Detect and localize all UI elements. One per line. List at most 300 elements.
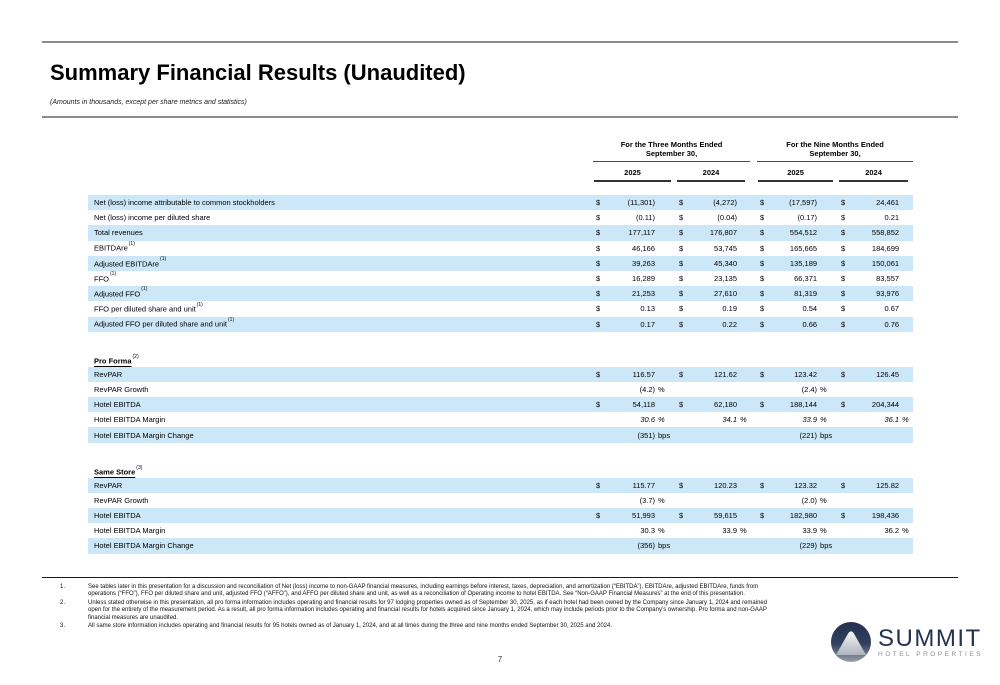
unit-suffix [899, 367, 913, 382]
footnote-text: Unless stated otherwise in this presentation, all pro forma information includes operating and financial results for 97 lodging properties owned as of September 30, 2025, as if each hotel had been owned by the Company since January 1, 2024 and remained open for the entirety of the measurement period. As a result, all pro forma information includes operating and financial results for hotels acquired since January 1, 2024, which may include periods prior to the Company’s ownership. Pro forma and non-GAAP financial measures are unaudited. [88, 599, 768, 621]
group-gap [750, 241, 757, 256]
unit-suffix [899, 225, 913, 240]
row-label: Hotel EBITDA [88, 397, 593, 412]
unit-suffix [737, 271, 750, 286]
unit-suffix: % [658, 415, 665, 425]
value-cell: 188,144 [772, 397, 817, 412]
unit-suffix: % [658, 384, 665, 394]
dollar-sign [676, 382, 693, 397]
footnote-number: 3. [60, 623, 66, 630]
dollar-sign: $ [757, 256, 772, 271]
unit-suffix [817, 256, 838, 271]
value-cell [693, 493, 737, 508]
spacer [88, 332, 913, 353]
group-gap [750, 478, 757, 493]
dollar-sign: $ [593, 195, 608, 210]
unit-suffix [817, 195, 838, 210]
value-cell: (0.04) [717, 213, 737, 223]
unit-suffix [737, 508, 750, 523]
logo-tagline: HOTEL PROPERTIES [878, 650, 984, 658]
row-label: Total revenues [88, 225, 593, 240]
dollar-sign [757, 382, 772, 397]
unit-suffix [737, 317, 750, 332]
dollar-sign: $ [676, 367, 693, 382]
unit-suffix: % [820, 495, 827, 505]
row-label: Adjusted EBITDAre$^{(1)}$ [88, 256, 593, 271]
unit-suffix: % [740, 526, 747, 536]
unit-suffix: % [658, 495, 665, 505]
value-cell: 51,993 [608, 508, 655, 523]
group-gap [750, 412, 757, 427]
value-cell: 123.42 [772, 367, 817, 382]
unit-suffix [655, 195, 676, 210]
footnote [60, 584, 782, 599]
value-cell: 125.82 [855, 478, 899, 493]
dollar-sign [838, 427, 855, 442]
unit-suffix [737, 367, 750, 382]
dollar-sign: $ [676, 195, 693, 210]
dollar-sign: $ [679, 243, 684, 253]
dollar-sign: $ [593, 225, 608, 240]
value-cell: 62,180 [693, 397, 737, 412]
row-label: RevPAR Growth [94, 384, 149, 394]
logo-name: SUMMIT [878, 624, 982, 652]
year-header: 2025 [593, 162, 676, 183]
dollar-sign: $ [838, 508, 855, 523]
section-heading-fill [593, 464, 913, 478]
dollar-sign [757, 412, 772, 427]
value-cell: 93,976 [855, 286, 899, 301]
value-cell [693, 427, 737, 442]
value-cell: 33.9 [802, 526, 818, 536]
unit-suffix: % [820, 384, 827, 394]
group-gap [750, 210, 757, 225]
unit-suffix [817, 286, 838, 301]
unit-suffix: % [820, 526, 827, 536]
dollar-sign [593, 523, 608, 538]
value-cell: 36.2 [884, 526, 900, 536]
unit-suffix: % [902, 526, 909, 536]
unit-suffix [737, 195, 750, 210]
unit-suffix [655, 367, 676, 382]
value-cell: 39,263 [608, 256, 655, 271]
dollar-sign [676, 412, 693, 427]
value-cell: (2.0) [801, 495, 818, 505]
unit-suffix: bps [655, 427, 676, 442]
unit-suffix [737, 427, 750, 442]
value-cell: (229) [772, 538, 817, 553]
value-cell: 115.77 [608, 478, 655, 493]
dollar-sign: $ [757, 478, 772, 493]
dollar-sign [838, 523, 855, 538]
top-rule [42, 41, 958, 43]
dollar-sign: $ [838, 286, 855, 301]
footnote [60, 600, 782, 622]
page-number: 7 [497, 655, 503, 664]
row-label: RevPAR [88, 367, 593, 382]
dollar-sign: $ [593, 478, 608, 493]
footnote [60, 623, 782, 630]
footnote-number: 1. [60, 584, 66, 590]
section-heading: Pro Forma$^{(2)}$ [94, 353, 139, 366]
group-gap [750, 523, 757, 538]
dollar-sign [757, 538, 772, 553]
value-cell: (356) [608, 538, 655, 553]
row-label: RevPAR [88, 478, 593, 493]
dollar-sign: $ [757, 317, 772, 332]
value-cell [855, 427, 899, 442]
value-cell: 24,461 [855, 195, 899, 210]
value-cell: (4.2) [639, 384, 655, 394]
value-cell: 36.1 [884, 415, 900, 425]
unit-suffix [655, 478, 676, 493]
dollar-sign: $ [757, 195, 772, 210]
dollar-sign: $ [596, 213, 601, 223]
unit-suffix: bps [817, 538, 838, 553]
row-label: RevPAR Growth [94, 495, 149, 505]
value-cell: 558,852 [855, 225, 899, 240]
unit-suffix [899, 478, 913, 493]
section-heading-fill [593, 353, 913, 367]
dollar-sign: $ [593, 367, 608, 382]
unit-suffix [655, 286, 676, 301]
value-cell: 198,436 [855, 508, 899, 523]
dollar-sign: $ [841, 243, 846, 253]
value-cell: 59,615 [693, 508, 737, 523]
unit-suffix [655, 225, 676, 240]
unit-suffix [817, 225, 838, 240]
dollar-sign: $ [838, 397, 855, 412]
dollar-sign [838, 493, 855, 508]
dollar-sign [593, 493, 608, 508]
dollar-sign: $ [760, 304, 765, 314]
dollar-sign [757, 523, 772, 538]
value-cell: 83,557 [876, 274, 900, 284]
unit-suffix [655, 508, 676, 523]
unit-suffix [655, 301, 676, 316]
spacer [88, 443, 913, 464]
header-blank [88, 162, 593, 183]
year-header: 2025 [757, 162, 838, 183]
row-label: FFO$^{(1)}$ [94, 271, 117, 284]
value-cell: 27,610 [693, 286, 737, 301]
value-cell: 34.1 [722, 415, 737, 425]
value-cell: 135,189 [772, 256, 817, 271]
value-cell: 45,340 [693, 256, 737, 271]
unit-suffix [817, 478, 838, 493]
unit-suffix [655, 241, 676, 256]
value-cell: 204,344 [855, 397, 899, 412]
financial-table [88, 132, 913, 554]
value-cell: 123.32 [772, 478, 817, 493]
unit-suffix [899, 427, 913, 442]
dollar-sign: $ [676, 225, 693, 240]
dollar-sign: $ [593, 286, 608, 301]
value-cell: 116.57 [608, 367, 655, 382]
dollar-sign: $ [757, 508, 772, 523]
unit-suffix [737, 397, 750, 412]
value-cell: 30.3 [640, 526, 655, 536]
unit-suffix [655, 210, 676, 225]
value-cell [693, 538, 737, 553]
dollar-sign: $ [757, 397, 772, 412]
dollar-sign: $ [593, 256, 608, 271]
group-gap [750, 317, 757, 332]
unit-suffix [817, 397, 838, 412]
row-label: FFO per diluted share and unit$^{(1)}$ [94, 301, 203, 314]
value-cell: 0.13 [640, 304, 655, 314]
spacer [88, 182, 913, 195]
unit-suffix: % [820, 415, 827, 425]
value-cell: 23,135 [714, 274, 737, 284]
dollar-sign: $ [676, 256, 693, 271]
value-cell: 0.67 [884, 304, 900, 314]
dollar-sign: $ [841, 274, 846, 284]
dollar-sign: $ [760, 243, 765, 253]
value-cell: (11,301) [608, 195, 655, 210]
logo-text [878, 624, 984, 658]
value-cell: (4,272) [693, 195, 737, 210]
value-cell: 0.54 [802, 304, 818, 314]
dollar-sign: $ [838, 225, 855, 240]
row-label: EBITDAre$^{(1)}$ [94, 240, 135, 253]
footnote-text: All same store information includes operating and financial results for 95 hotels owned as of January 1, 2024, and at all times during the three and nine months ended September 30, 2025 and 2024. [88, 623, 612, 630]
dollar-sign: $ [679, 274, 684, 284]
subtitle-rule [42, 116, 958, 118]
dollar-sign: $ [676, 286, 693, 301]
value-cell: 0.66 [772, 317, 817, 332]
year-header: 2024 [676, 162, 750, 183]
group-gap [750, 225, 757, 240]
unit-suffix [899, 210, 913, 225]
dollar-sign [593, 412, 608, 427]
unit-suffix [655, 271, 676, 286]
dollar-sign: $ [676, 478, 693, 493]
dollar-sign: $ [841, 304, 846, 314]
unit-suffix [817, 210, 838, 225]
dollar-sign [676, 538, 693, 553]
year-header: 2024 [838, 162, 913, 183]
row-label: Hotel EBITDA Margin Change [88, 538, 593, 553]
group-gap [750, 397, 757, 412]
page-subtitle: (Amounts in thousands, except per share metrics and statistics) [50, 99, 247, 106]
dollar-sign: $ [676, 397, 693, 412]
unit-suffix: % [740, 415, 747, 425]
unit-suffix [737, 478, 750, 493]
dollar-sign: $ [757, 225, 772, 240]
value-cell: 554,512 [772, 225, 817, 240]
value-cell: (2.4) [801, 384, 818, 394]
unit-suffix [899, 538, 913, 553]
unit-suffix [737, 286, 750, 301]
footnote-number: 2. [60, 599, 66, 606]
page-title: Summary Financial Results (Unaudited) [50, 60, 466, 85]
period-header: For the Nine Months Ended September 30, [757, 132, 913, 162]
dollar-sign: $ [679, 304, 684, 314]
unit-suffix [899, 508, 913, 523]
unit-suffix [737, 301, 750, 316]
row-label: Hotel EBITDA Margin [94, 526, 166, 536]
value-cell: 176,807 [693, 225, 737, 240]
group-gap [750, 493, 757, 508]
value-cell: 165,665 [789, 243, 818, 253]
unit-suffix [899, 256, 913, 271]
value-cell: 54,118 [608, 397, 655, 412]
unit-suffix [899, 271, 913, 286]
dollar-sign [838, 382, 855, 397]
period-header: For the Three Months Ended September 30, [593, 132, 750, 162]
dollar-sign [838, 538, 855, 553]
value-cell: (221) [772, 427, 817, 442]
value-cell: 0.76 [855, 317, 899, 332]
unit-suffix: bps [817, 427, 838, 442]
unit-suffix [817, 271, 838, 286]
dollar-sign: $ [676, 508, 693, 523]
unit-suffix [817, 241, 838, 256]
value-cell: (0.11) [635, 213, 655, 223]
group-gap [750, 427, 757, 442]
dollar-sign: $ [593, 317, 608, 332]
dollar-sign [676, 493, 693, 508]
group-gap [750, 382, 757, 397]
value-cell: 0.21 [884, 213, 900, 223]
dollar-sign [676, 523, 693, 538]
group-gap [750, 271, 757, 286]
value-cell: 66,371 [794, 274, 818, 284]
dollar-sign [593, 382, 608, 397]
value-cell: 182,980 [772, 508, 817, 523]
group-gap [750, 301, 757, 316]
dollar-sign: $ [596, 274, 601, 284]
value-cell: 21,253 [608, 286, 655, 301]
dollar-sign [757, 427, 772, 442]
value-cell [693, 382, 737, 397]
dollar-sign: $ [760, 213, 765, 223]
value-cell: 33.9 [802, 415, 818, 425]
value-cell: 0.17 [608, 317, 655, 332]
unit-suffix [899, 286, 913, 301]
unit-suffix [817, 317, 838, 332]
value-cell: 53,745 [714, 243, 737, 253]
row-label: Hotel EBITDA Margin Change [88, 427, 593, 442]
value-cell: 121.62 [693, 367, 737, 382]
footnotes-list [60, 584, 782, 631]
dollar-sign: $ [593, 397, 608, 412]
header-blank [88, 132, 593, 162]
value-cell: 16,289 [632, 274, 655, 284]
unit-suffix [737, 225, 750, 240]
row-label: Net (loss) income attributable to common stockholders [88, 195, 593, 210]
unit-suffix [737, 210, 750, 225]
unit-suffix [899, 382, 913, 397]
unit-suffix: bps [655, 538, 676, 553]
unit-suffix [737, 241, 750, 256]
group-gap [750, 286, 757, 301]
dollar-sign [757, 493, 772, 508]
dollar-sign: $ [679, 213, 684, 223]
row-label: Net (loss) income per diluted share [94, 213, 211, 223]
group-gap [750, 538, 757, 553]
footnote-text: See tables later in this presentation for a discussion and reconciliation of Net (loss) income to non-GAAP financial measures, including earnings before interest, taxes, depreciation, and amortization (“EBITDA”), EBITDAre, adjusted EBITDAre, funds from operations (“FFO”), FFO per diluted share and unit, adjusted FFO (“AFFO”), and AFFO per diluted share and unit, as well as a reconciliation of Operating income to hotel EBITDA. See “Non-GAAP Financial Measures” at the end of this presentation. [88, 584, 759, 598]
value-cell: 0.19 [722, 304, 737, 314]
unit-suffix: % [658, 526, 665, 536]
value-cell: (351) [608, 427, 655, 442]
dollar-sign: $ [676, 317, 693, 332]
row-label: Adjusted FFO per diluted share and unit$^{(1)}$ [88, 317, 593, 332]
group-gap [750, 195, 757, 210]
group-gap [750, 256, 757, 271]
dollar-sign [676, 427, 693, 442]
group-gap [750, 162, 757, 183]
row-label: Hotel EBITDA Margin [94, 415, 166, 425]
unit-suffix [817, 367, 838, 382]
unit-suffix [737, 538, 750, 553]
value-cell: 81,319 [772, 286, 817, 301]
value-cell [855, 493, 899, 508]
dollar-sign: $ [838, 256, 855, 271]
unit-suffix: % [902, 415, 909, 425]
unit-suffix [899, 317, 913, 332]
value-cell: 46,166 [632, 243, 655, 253]
value-cell [855, 382, 899, 397]
value-cell: 33.9 [722, 526, 737, 536]
dollar-sign [838, 412, 855, 427]
dollar-sign: $ [838, 478, 855, 493]
row-label: Adjusted FFO$^{(1)}$ [88, 286, 593, 301]
dollar-sign: $ [838, 195, 855, 210]
unit-suffix [655, 317, 676, 332]
dollar-sign [593, 538, 608, 553]
value-cell: (17,597) [772, 195, 817, 210]
footnote-rule [42, 577, 958, 578]
value-cell [855, 538, 899, 553]
unit-suffix [899, 241, 913, 256]
dollar-sign: $ [760, 274, 765, 284]
unit-suffix [737, 256, 750, 271]
unit-suffix [737, 493, 750, 508]
value-cell: 30.6 [640, 415, 655, 425]
group-gap [750, 508, 757, 523]
dollar-sign [593, 427, 608, 442]
row-label: Hotel EBITDA [88, 508, 593, 523]
unit-suffix [737, 382, 750, 397]
unit-suffix [817, 508, 838, 523]
dollar-sign: $ [841, 213, 846, 223]
unit-suffix [899, 301, 913, 316]
value-cell: (0.17) [797, 213, 818, 223]
value-cell: 0.22 [693, 317, 737, 332]
value-cell: (3.7) [639, 495, 655, 505]
dollar-sign: $ [757, 286, 772, 301]
value-cell: 120.23 [693, 478, 737, 493]
unit-suffix [899, 397, 913, 412]
unit-suffix [655, 256, 676, 271]
value-cell: 184,699 [871, 243, 900, 253]
value-cell: 126.45 [855, 367, 899, 382]
unit-suffix [817, 301, 838, 316]
dollar-sign: $ [593, 508, 608, 523]
unit-suffix [899, 195, 913, 210]
dollar-sign: $ [596, 304, 601, 314]
dollar-sign: $ [757, 367, 772, 382]
group-gap [750, 367, 757, 382]
dollar-sign: $ [838, 317, 855, 332]
unit-suffix [655, 397, 676, 412]
dollar-sign: $ [596, 243, 601, 253]
section-heading: Same Store$^{(3)}$ [94, 464, 143, 477]
dollar-sign: $ [838, 367, 855, 382]
unit-suffix [899, 493, 913, 508]
